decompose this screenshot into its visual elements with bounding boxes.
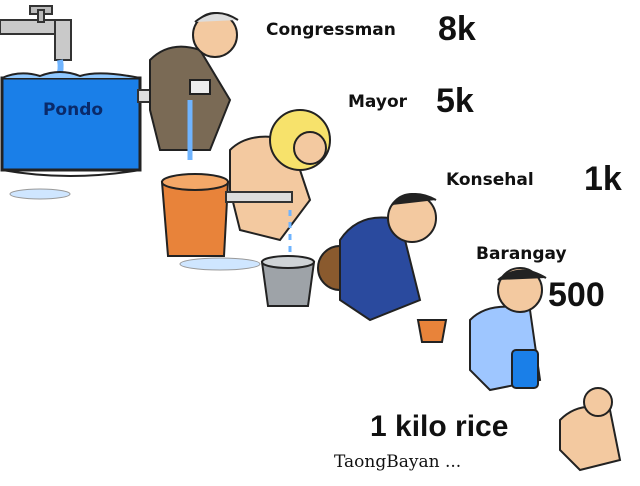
taongbayan-figure — [560, 388, 620, 470]
blue-jug — [512, 350, 538, 388]
konsehal-amount: 1k — [584, 160, 622, 198]
tank-label: Pondo — [42, 100, 104, 120]
fund-tank — [2, 72, 140, 176]
congressman-label: Congressman — [266, 20, 396, 40]
small-bucket — [418, 320, 446, 342]
mayor-figure — [230, 110, 330, 240]
mayor-amount: 5k — [436, 82, 474, 120]
puddle-1 — [180, 258, 260, 270]
congressman-amount: 8k — [438, 10, 476, 48]
mayor-pipe — [226, 192, 292, 202]
konsehal-label: Konsehal — [446, 170, 534, 190]
taongbayan-caption: TaongBayan ... — [334, 452, 462, 472]
wall-faucet — [0, 6, 71, 60]
rice-amount: 1 kilo rice — [370, 410, 509, 443]
congressman-figure — [150, 13, 238, 150]
grey-bucket — [262, 256, 314, 306]
puddle-2 — [10, 189, 70, 199]
barangay-label: Barangay — [476, 244, 567, 264]
mayor-label: Mayor — [348, 92, 408, 112]
konsehal-figure — [340, 194, 436, 320]
orange-bucket — [162, 174, 228, 256]
barangay-amount: 500 — [548, 276, 605, 314]
